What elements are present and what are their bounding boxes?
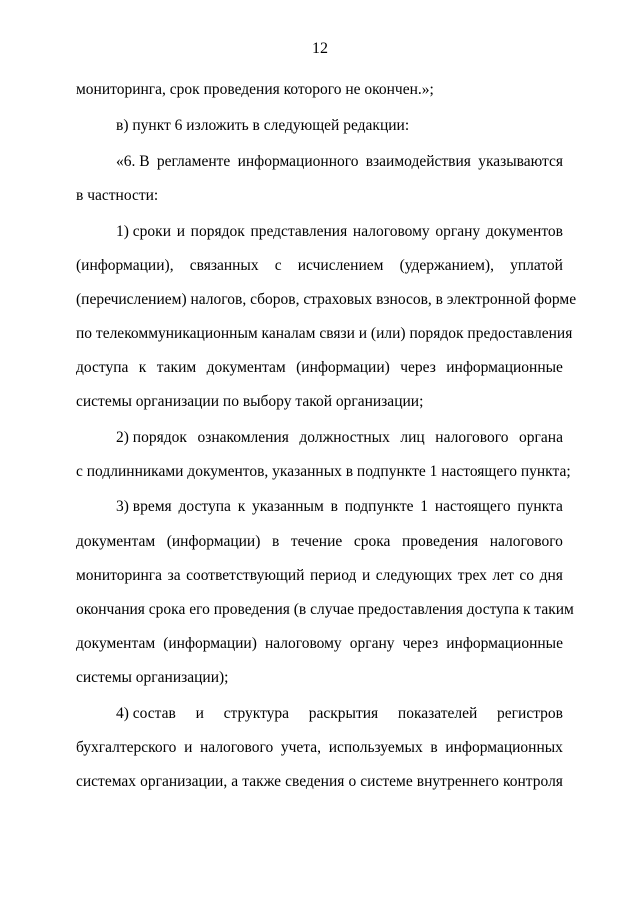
word: представления — [250, 223, 348, 240]
text-line: в частности: — [76, 187, 159, 204]
word: регистров — [497, 705, 563, 722]
word: к — [237, 498, 246, 515]
word: соответствующий — [186, 567, 305, 584]
word: указанным — [252, 498, 324, 515]
word: контроля — [503, 773, 563, 790]
word: учета, — [280, 739, 322, 756]
word: органа — [519, 429, 563, 446]
text-line — [76, 772, 563, 792]
word: (информации) — [296, 359, 390, 376]
word: используемых — [328, 739, 423, 756]
word: указываются — [478, 153, 563, 170]
word: информационные — [446, 359, 563, 376]
word: организации, — [140, 773, 228, 790]
text-line: в) пункт 6 изложить в следующей редакции: — [116, 117, 410, 134]
word: за — [167, 567, 181, 584]
word: документам — [76, 635, 156, 652]
word: настоящего — [434, 498, 511, 515]
word: период — [309, 567, 357, 584]
word: и — [361, 567, 371, 584]
word: о — [348, 773, 357, 790]
word: налоговому — [264, 635, 342, 652]
word: информационного — [237, 153, 359, 170]
text-line — [76, 566, 563, 586]
word: должностных — [299, 429, 390, 446]
word: с — [274, 257, 282, 274]
word: проведения — [401, 533, 479, 550]
word: налогового — [200, 739, 274, 756]
word: срока — [353, 533, 391, 550]
word: 2) порядок — [116, 429, 187, 446]
word: порядок — [190, 223, 245, 240]
word: подпункте — [344, 498, 414, 515]
word: лет — [492, 567, 514, 584]
word: документов — [485, 223, 563, 240]
word: 1 — [420, 498, 429, 515]
word: следующих — [375, 567, 453, 584]
word: системе — [360, 773, 413, 790]
text-line — [116, 704, 563, 724]
text-line: (перечислением) налогов, сборов, страховых взносов, в электронной форме — [76, 291, 577, 308]
word: пункта — [517, 498, 563, 515]
word: и — [195, 705, 204, 722]
word: 1) сроки — [116, 223, 171, 240]
text-line — [116, 497, 563, 517]
text-line: системы организации по выбору такой организации; — [76, 393, 424, 410]
word: сведения — [285, 773, 345, 790]
word: исчислением — [297, 257, 384, 274]
word: «6. В — [116, 153, 150, 170]
word: системах — [76, 773, 137, 790]
word: взаимодействия — [365, 153, 471, 170]
text-line — [76, 532, 563, 552]
word: связанных — [189, 257, 259, 274]
word: течение — [290, 533, 343, 550]
word: ознакомления — [197, 429, 289, 446]
word: регламенте — [156, 153, 231, 170]
word: через — [402, 635, 439, 652]
word: доступа — [178, 498, 231, 515]
word: документам — [206, 359, 286, 376]
word: бухгалтерского — [76, 739, 177, 756]
word: и — [176, 223, 185, 240]
word: (удержанием), — [399, 257, 494, 274]
word: налоговому — [352, 223, 430, 240]
word: (информации) — [166, 533, 261, 550]
word: также — [242, 773, 282, 790]
word: органу — [435, 223, 481, 240]
text-line — [76, 634, 563, 654]
text-line: системы организации); — [76, 669, 229, 686]
word: (информации) — [163, 635, 257, 652]
word: и — [184, 739, 193, 756]
text-line: с подлинниками документов, указанных в подпункте 1 настоящего пункта; — [76, 463, 571, 480]
word: лиц — [400, 429, 425, 446]
word: налогового — [489, 533, 563, 550]
word: внутреннего — [416, 773, 499, 790]
word: таким — [156, 359, 197, 376]
text-line — [76, 256, 563, 276]
word: органу — [349, 635, 395, 652]
word: уплатой — [510, 257, 563, 274]
word: документам — [76, 533, 156, 550]
word: информационные — [446, 635, 563, 652]
text-line — [76, 358, 563, 378]
word: структура — [223, 705, 290, 722]
text-line: мониторинга, срок проведения которого не окончен.»; — [76, 81, 434, 98]
word: 4) состав — [116, 705, 176, 722]
text-line — [116, 428, 563, 448]
word: 3) время — [116, 498, 172, 515]
word: а — [231, 773, 239, 790]
page-number: 12 — [312, 40, 328, 57]
word: в — [330, 498, 338, 515]
text-line — [76, 738, 563, 758]
word: доступа — [76, 359, 129, 376]
word: дня — [539, 567, 563, 584]
text-line — [116, 152, 563, 172]
text-line: по телекоммуникационным каналам связи и (или) порядок предоставления — [76, 325, 573, 342]
word: налогового — [435, 429, 509, 446]
word: информационных — [445, 739, 563, 756]
word: в — [271, 533, 280, 550]
word: мониторинга — [76, 567, 163, 584]
word: в — [430, 739, 438, 756]
word: трех — [457, 567, 487, 584]
word: показателей — [397, 705, 478, 722]
word: (информации), — [76, 257, 174, 274]
text-line: окончания срока его проведения (в случае предоставления доступа к таким — [76, 601, 574, 618]
text-line — [116, 222, 563, 242]
word: к — [138, 359, 147, 376]
word: раскрытия — [308, 705, 379, 722]
word: со — [519, 567, 535, 584]
word: через — [400, 359, 436, 376]
